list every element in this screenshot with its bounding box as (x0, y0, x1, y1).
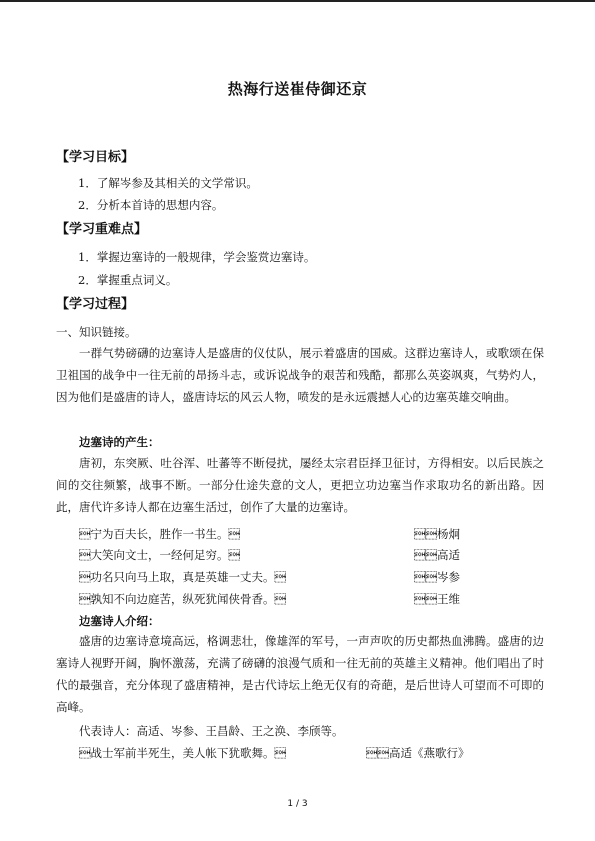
origin-paragraph: 唐初，东突厥、吐谷浑、吐蕃等不断侵扰，屡经太宗君臣择卫征讨，方得相安。以后民族之间的交往频繁，战事不断。一部分仕途失意的文人，更把立功边塞当作求取功名的新出路。因此，唐代许多诗人都在边塞生活过，创作了大量的边塞诗。 (56, 456, 544, 514)
origin-subheading: 边塞诗的产生： (79, 435, 160, 449)
quote-3: 功名只向马上取，真是英雄一丈夫。 (79, 570, 286, 584)
poets-subheading: 边塞诗人介绍： (79, 614, 160, 628)
quote-4: 孰知不向边庭苦，纵死犹闻侠骨香。 (79, 592, 286, 606)
part-one-label: 一、知识链接。 (56, 325, 137, 339)
goal-item-1: 1．了解岑参及其相关的文学常识。 (78, 176, 258, 190)
intro-paragraph: 一群气势磅礴的边塞诗人是盛唐的仪仗队，展示着盛唐的国威。这群边塞诗人，或歌颂在保卫祖国的战争中一往无前的昂扬斗志，或诉说战争的艰苦和残酷，都那么英姿飒爽，气势灼人，因为他们是盛唐的诗人，盛唐诗坛的风云人物，喷发的是永远震撼人心的边塞英雄交响曲。 (56, 346, 544, 404)
quote-2-author: 高适 (414, 548, 460, 562)
quote-3-author: 岑参 (414, 570, 460, 584)
heading-process: 【学习过程】 (56, 297, 135, 312)
goal-item-2: 2．分析本首诗的思想内容。 (78, 198, 224, 212)
last-quote-author: 高适《燕歌行》 (366, 746, 470, 760)
key-point-item-2: 2．掌握重点词义。 (78, 273, 178, 287)
poets-paragraph: 盛唐的边塞诗意境高远，格调悲壮，像雄浑的军号，一声声吹的历史都热血沸腾。盛唐的边塞诗人视野开阔，胸怀激荡，充满了磅礴的浪漫气质和一往无前的英雄主义精神。他们唱出了时代的最强音，充分体现了盛唐精神，是古代诗坛上绝无仅有的奇葩，是后世诗人可望而不可即的高峰。 (56, 634, 544, 714)
quote-1-author: 杨炯 (414, 527, 460, 541)
quote-2: 大笑向文士，一经何足穷。 (79, 548, 240, 562)
key-point-item-1: 1．掌握边塞诗的一般规律，学会鉴赏边塞诗。 (78, 250, 316, 264)
heading-goals: 【学习目标】 (56, 150, 135, 165)
heading-key-points: 【学习重难点】 (56, 222, 148, 237)
quote-1: 宁为百夫长，胜作一书生。 (79, 527, 240, 541)
top-rule (0, 0, 595, 2)
quote-4-author: 王维 (414, 592, 460, 606)
page-number: 1 / 3 (287, 799, 308, 809)
representatives-line: 代表诗人：高适、岑参、王昌龄、王之涣、李颀等。 (79, 724, 344, 738)
page-title: 热海行送崔侍御还京 (227, 80, 368, 98)
last-quote: 战士军前半死生，美人帐下犹歌舞。 (79, 746, 286, 760)
